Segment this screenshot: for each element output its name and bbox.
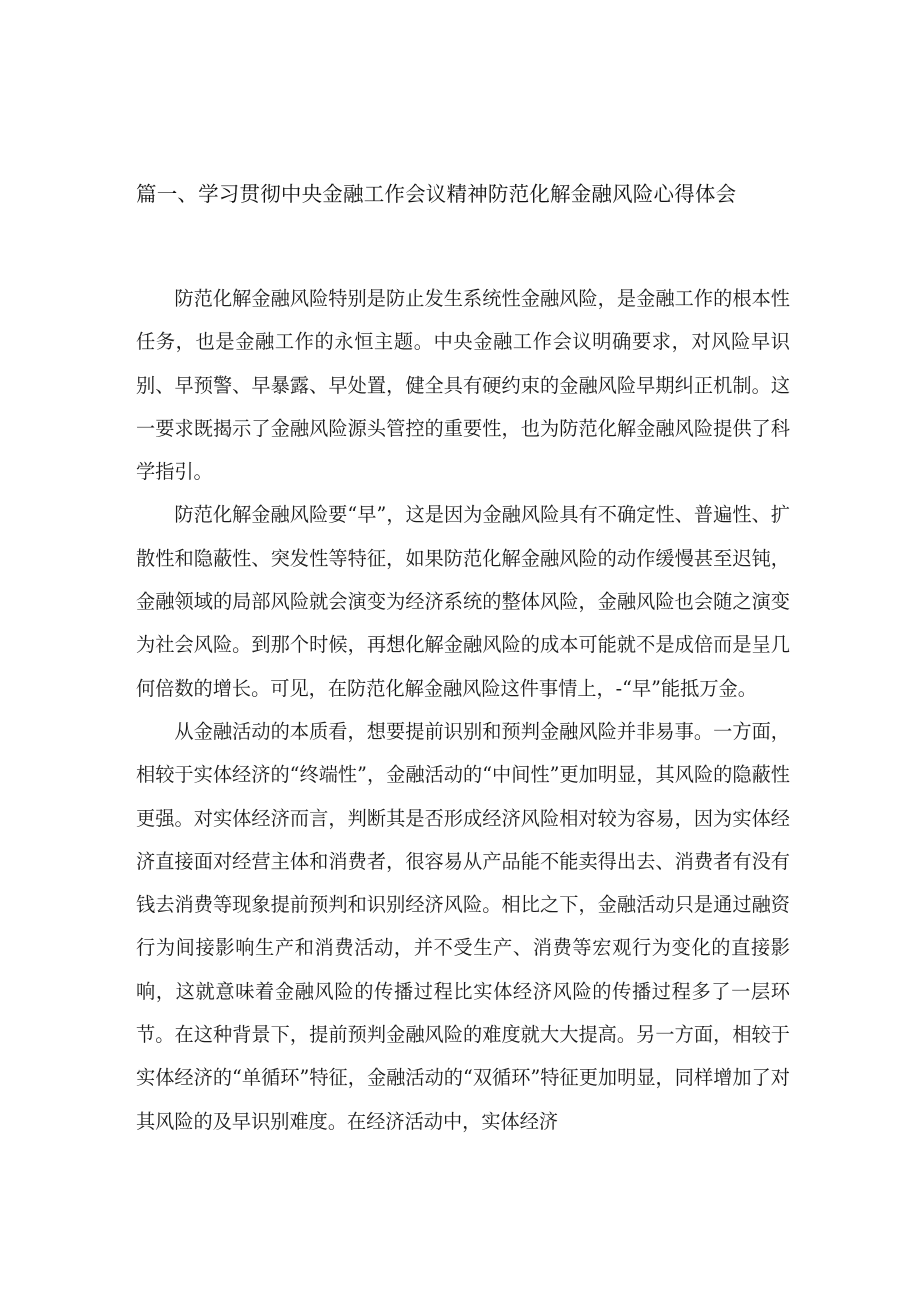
document-body: [136, 277, 790, 1143]
paragraph-2: 防范化解金融风险要“早”，这是因为金融风险具有不确定性、普遍性、扩散性和隐蔽性、突发性等特征，如果防范化解金融风险的动作缓慢甚至迟钝，金融领域的局部风险就会演变为经济系统的整体风险，金融风险也会随之演变为社会风险。到那个时候，再想化解金融风险的成本可能就不是成倍而是呈几何倍数的增长。可见，在防范化解金融风险这件事情上，-“早”能抵万金。: [136, 503, 790, 700]
paragraph-3: 从金融活动的本质看，想要提前识别和预判金融风险并非易事。一方面，相较于实体经济的“终端性”，金融活动的“中间性”更加明显，其风险的隐蔽性更强。对实体经济而言，判断其是否形成经济风险相对较为容易，因为实体经济直接面对经营主体和消费者，很容易从产品能不能卖得出去、消费者有没有钱去消费等现象提前预判和识别经济风险。相比之下，金融活动只是通过融资行为间接影响生产和消费活动，并不受生产、消费等宏观行为变化的直接影响，这就意味着金融风险的传播过程比实体经济风险的传播过程多了一层环节。在这种背景下，提前预判金融风险的难度就大大提高。另一方面，相较于实体经济的“单循环”特征，金融活动的“双循环”特征更加明显，同样增加了对其风险的及早识别难度。在经济活动中，实体经济: [136, 719, 790, 1133]
document-title: 篇一、学习贯彻中央金融工作会议精神防范化解金融风险心得体会: [136, 182, 737, 206]
paragraph-1: 防范化解金融风险特别是防止发生系统性金融风险，是金融工作的根本性任务，也是金融工作的永恒主题。中央金融工作会议明确要求，对风险早识别、早预警、早暴露、早处置，健全具有硬约束的金融风险早期纠正机制。这一要求既揭示了金融风险源头管控的重要性，也为防范化解金融风险提供了科学指引。: [136, 287, 790, 484]
